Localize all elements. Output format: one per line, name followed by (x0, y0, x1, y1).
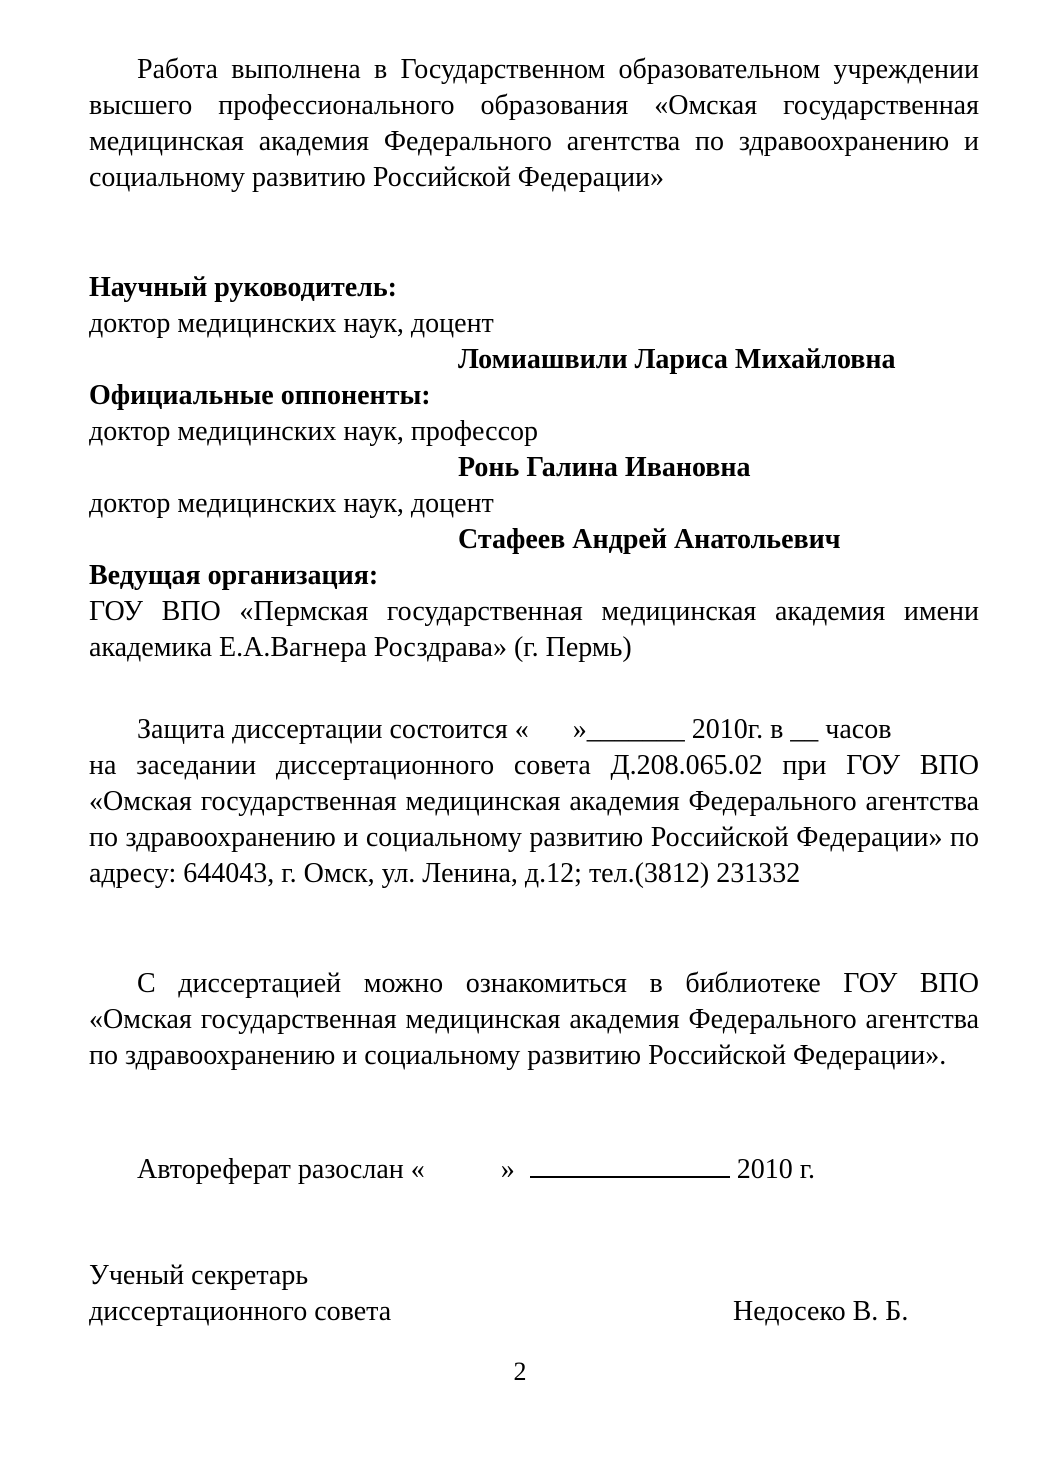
abstract-sent-middle: » (500, 1154, 515, 1185)
opponents-heading: Официальные оппоненты: (89, 380, 431, 411)
page-number: 2 (513, 1357, 527, 1386)
date-blank-line (530, 1150, 730, 1178)
supervisor-name: Ломиашвили Лариса Михайловна (458, 344, 896, 375)
secretary-name: Недосеко В. Б. (733, 1296, 909, 1327)
defense-rest: на заседании диссертационного совета Д.208.065.02 при ГОУ ВПО «Омская государственная медицинская академия Федерального агентства по здравоохранению и социальному развитию Российской Федерации» по адресу: 644043, г. Омск, ул. Ленина, д.12; тел.(3812) 231332 (89, 750, 979, 889)
defense-paragraph (89, 712, 979, 892)
supervisor-heading: Научный руководитель: (89, 272, 397, 303)
secretary-title-line2: диссертационного совета (89, 1296, 392, 1327)
library-paragraph: С диссертацией можно ознакомиться в библиотеке ГОУ ВПО «Омская государственная медицинская академия Федерального агентства по здравоохранению и социальному развитию Российской Федерации». (89, 968, 979, 1071)
supervisor-degree: доктор медицинских наук, доцент (89, 308, 494, 339)
abstract-sent-prefix: Автореферат разослан « (137, 1154, 425, 1185)
intro-paragraph: Работа выполнена в Государственном образовательном учреждении высшего профессионального образования «Омская государственная медицинская академия Федерального агентства по здравоохранению и социальному развитию Российской Федерации» (89, 54, 979, 193)
leading-org-text: ГОУ ВПО «Пермская государственная медицинская академия имени академика Е.А.Вагнера Росздрава» (г. Пермь) (89, 596, 979, 663)
defense-first-line (89, 712, 979, 748)
opponent-1-degree: доктор медицинских наук, профессор (89, 416, 539, 447)
opponent-2-degree: доктор медицинских наук, доцент (89, 488, 494, 519)
defense-line-start: Защита диссертации состоится « (137, 714, 529, 745)
secretary-title-line1: Ученый секретарь (89, 1260, 309, 1291)
opponent-1-name: Ронь Галина Ивановна (458, 452, 751, 483)
abstract-sent-line (137, 1150, 815, 1188)
opponent-2-name: Стафеев Андрей Анатольевич (458, 524, 841, 555)
defense-line-mid: »_______ 2010г. в __ часов (572, 714, 892, 745)
abstract-sent-suffix: 2010 г. (736, 1154, 816, 1185)
leading-org-heading: Ведущая организация: (89, 560, 379, 591)
